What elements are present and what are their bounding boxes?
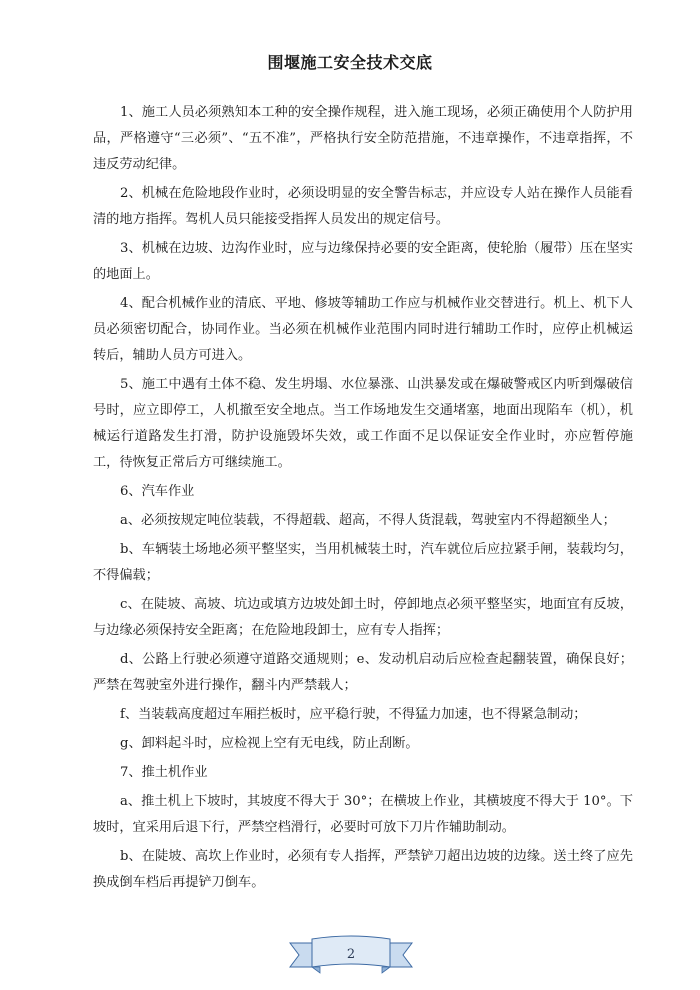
paragraph-safety-rules: 1、施工人员必须熟知本工种的安全操作规程，进入施工现场，必须正确使用个人防护用品，严格遵守“三必须”、“五不准”，严格执行安全防范措施，不违章操作，不违章指挥，不违反劳动纪律。 <box>93 105 633 172</box>
page-footer <box>286 935 416 977</box>
item-truck-a: a、必须按规定吨位装载，不得超载、超高，不得人货混载，驾驶室内不得超额坐人； <box>120 513 616 528</box>
heading-truck-operation: 6、汽车作业 <box>120 484 195 499</box>
item-truck-g: g、卸料起斗时，应检视上空有无电线，防止刮断。 <box>120 736 419 751</box>
page-number: 2 <box>346 947 356 962</box>
item-truck-f: f、当装载高度超过车厢拦板时，应平稳行驶，不得猛力加速，也不得紧急制动； <box>120 707 587 722</box>
heading-bulldozer-operation: 7、推土机作业 <box>120 765 208 780</box>
item-truck-b: b、车辆装土场地必须平整坚实，当用机械装土时，汽车就位后应拉紧手闸，装载均匀，不得偏载； <box>93 542 633 583</box>
paragraph-danger-zone: 2、机械在危险地段作业时，必须设明显的安全警告标志，并应设专人站在操作人员能看清的地方指挥。驾机人员只能接受指挥人员发出的规定信号。 <box>93 186 633 227</box>
document-body <box>93 100 633 899</box>
document-title: 围堰施工安全技术交底 <box>267 53 433 72</box>
paragraph-auxiliary-work: 4、配合机械作业的清底、平地、修坡等辅助工作应与机械作业交替进行。机上、机下人员必须密切配合，协同作业。当必须在机械作业范围内同时进行辅助工作时，应停止机械运转后，辅助人员方可进入。 <box>93 296 633 363</box>
item-bulldozer-b: b、在陡坡、高坎上作业时，必须有专人指挥，严禁铲刀超出边坡的边缘。送土终了应先换成倒车档后再提铲刀倒车。 <box>93 849 633 890</box>
item-bulldozer-a: a、推土机上下坡时，其坡度不得大于 30°；在横坡上作业，其横坡度不得大于 10°。下坡时，宜采用后退下行，严禁空档滑行，必要时可放下刀片作辅助制动。 <box>93 794 633 835</box>
paragraph-stop-work: 5、施工中遇有土体不稳、发生坍塌、水位暴涨、山洪暴发或在爆破警戒区内听到爆破信号时，应立即停工，人机撤至安全地点。当工作场地发生交通堵塞，地面出现陷车（机），机械运行道路发生打滑，防护设施毁坏失效，或工作面不足以保证安全作业时，亦应暂停施工，待恢复正常后方可继续施工。 <box>93 377 633 470</box>
item-truck-c: c、在陡坡、高坡、坑边或填方边坡处卸土时，停卸地点必须平整坚实，地面宜有反坡，与边缘必须保持安全距离；在危险地段卸士，应有专人指挥； <box>93 597 633 638</box>
paragraph-slope-distance: 3、机械在边坡、边沟作业时，应与边缘保持必要的安全距离，使轮胎（履带）压在坚实的地面上。 <box>93 241 633 282</box>
item-truck-d-e: d、公路上行驶必须遵守道路交通规则；e、发动机启动后应检查起翻装置，确保良好；严禁在驾驶室外进行操作，翻斗内严禁载人； <box>93 652 633 693</box>
